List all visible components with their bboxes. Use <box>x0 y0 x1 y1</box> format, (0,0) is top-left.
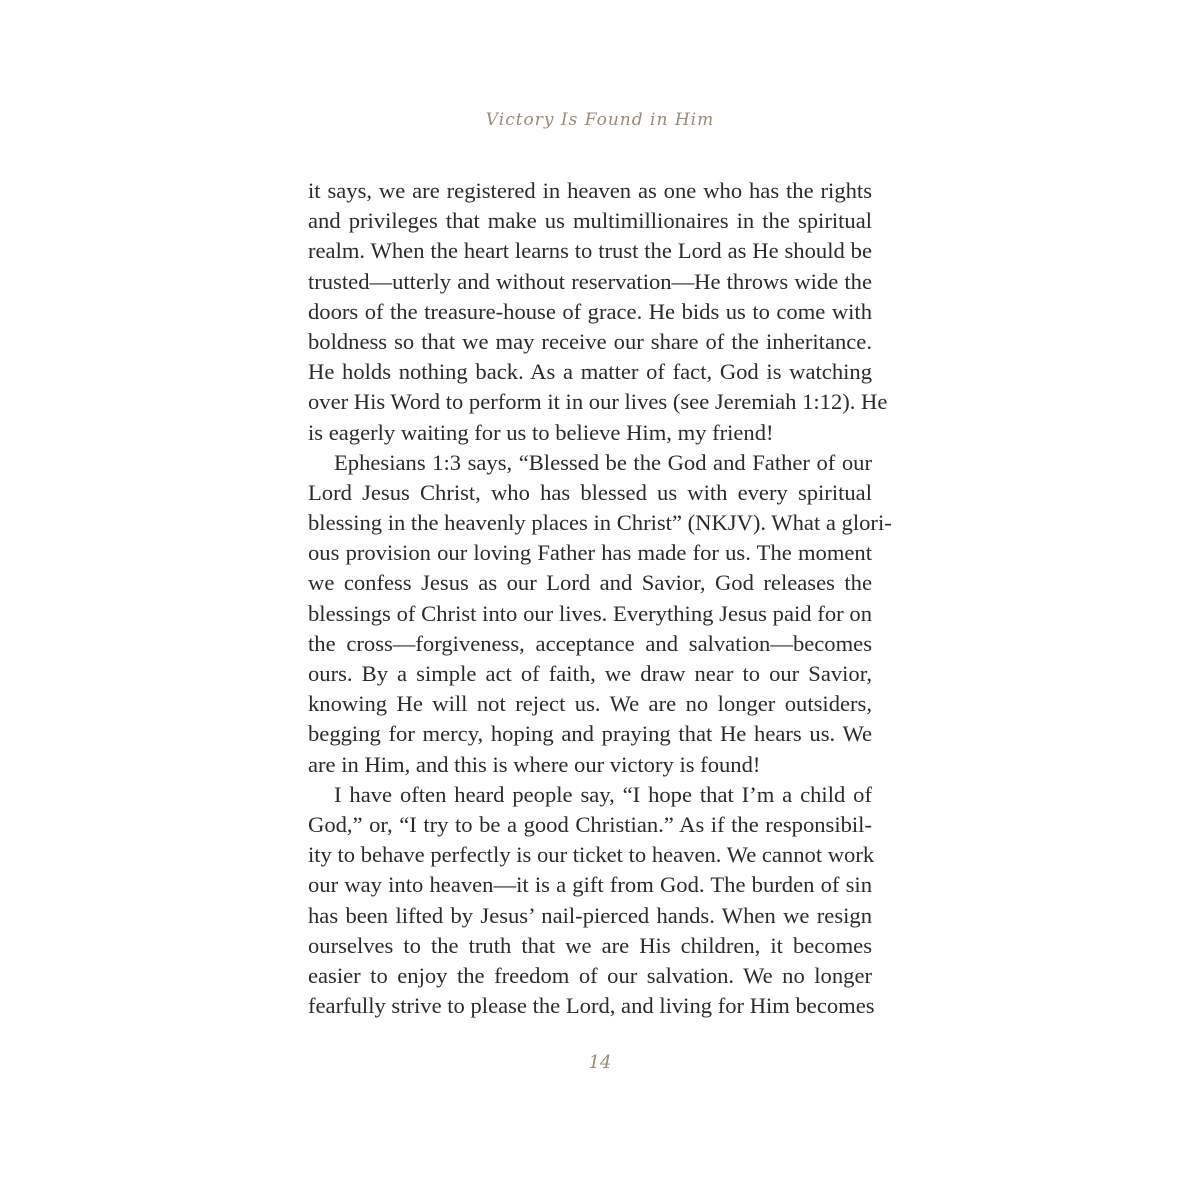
text-line: I have often heard people say, “I hope that I’m a child of <box>334 781 872 807</box>
text-line: God,” or, “I try to be a good Christian.” As if the responsibil- <box>308 811 872 837</box>
text-line: Lord Jesus Christ, who has blessed us with every spiritual <box>308 479 872 505</box>
text-line: boldness so that we may receive our share of the inheritance. <box>308 328 872 354</box>
text-line: and privileges that make us multimillionaires in the spiritual <box>308 208 872 234</box>
text-line: blessing in the heavenly places in Christ” (NKJV). What a glori- <box>308 510 892 536</box>
text-line: doors of the treasure-house of grace. He bids us to come with <box>308 298 872 324</box>
text-line: blessings of Christ into our lives. Everything Jesus paid for on <box>308 600 872 626</box>
text-line: has been lifted by Jesus’ nail-pierced hands. When we resign <box>308 902 872 928</box>
text-line: is eagerly waiting for us to believe Him, my friend! <box>308 419 774 445</box>
text-line: realm. When the heart learns to trust the Lord as He should be <box>308 238 872 264</box>
text-line: are in Him, and this is where our victory is found! <box>308 751 761 777</box>
text-line: He holds nothing back. As a matter of fact, God is watching <box>308 359 872 385</box>
text-line: the cross—forgiveness, acceptance and salvation—becomes <box>308 630 872 656</box>
text-line: ours. By a simple act of faith, we draw near to our Savior, <box>308 661 872 686</box>
page-number: 14 <box>588 1052 612 1073</box>
text-line: we confess Jesus as our Lord and Savior, God releases the <box>308 570 872 596</box>
text-line: over His Word to perform it in our lives (see Jeremiah 1:12). He <box>308 389 888 415</box>
text-line: easier to enjoy the freedom of our salvation. We no longer <box>308 962 872 988</box>
body-text <box>308 176 892 1021</box>
text-line: trusted—utterly and without reservation—He throws wide the <box>308 268 872 294</box>
running-head: Victory Is Found in Him <box>485 110 715 130</box>
text-line: ous provision our loving Father has made for us. The moment <box>308 540 872 566</box>
text-line: it says, we are registered in heaven as one who has the rights <box>308 178 872 203</box>
text-line: ourselves to the truth that we are His children, it becomes <box>308 932 872 958</box>
text-line: ity to behave perfectly is our ticket to heaven. We cannot work <box>308 842 875 868</box>
text-line: Ephesians 1:3 says, “Blessed be the God and Father of our <box>334 449 872 475</box>
text-line: begging for mercy, hoping and praying that He hears us. We <box>308 721 872 747</box>
text-line: our way into heaven—it is a gift from God. The burden of sin <box>308 872 872 898</box>
text-line: knowing He will not reject us. We are no longer outsiders, <box>308 691 872 717</box>
text-line: fearfully strive to please the Lord, and living for Him becomes <box>308 993 875 1019</box>
